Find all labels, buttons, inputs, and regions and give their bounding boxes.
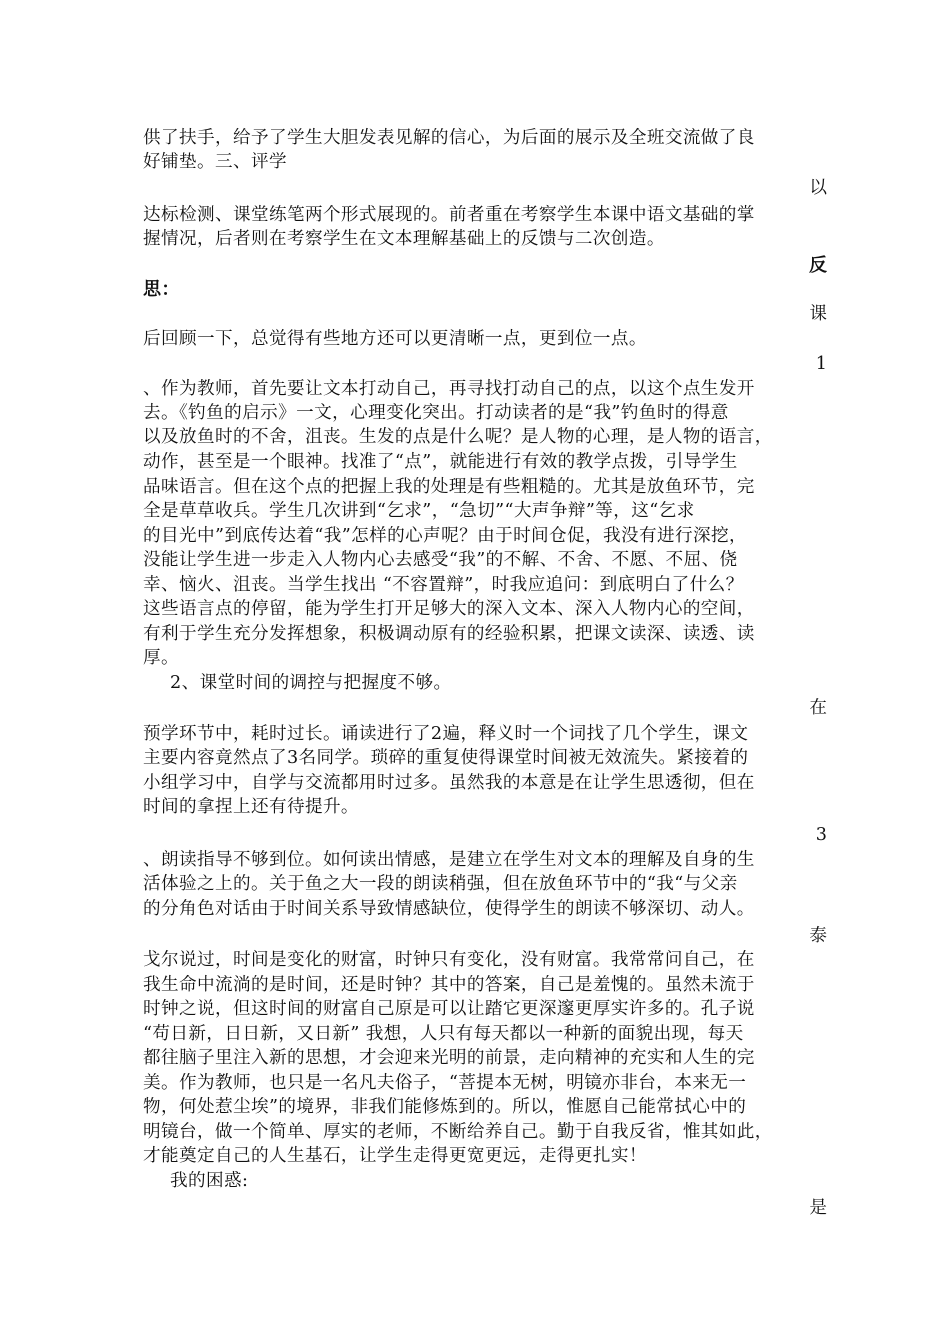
- paragraph-line: 、朗读指导不够到位。如何读出情感，是建立在学生对文本的理解及自身的生: [143, 850, 755, 870]
- paragraph-line: 预学环节中，耗时过长。诵读进行了2遍，释义时一个词找了几个学生，课文: [143, 724, 749, 744]
- paragraph-line: 握情况，后者则在考察学生在文本理解基础上的反馈与二次创造。: [143, 229, 665, 249]
- paragraph-line: 这些语言点的停留，能为学生打开足够大的深入文本、深入人物内心的空间，: [143, 599, 755, 619]
- paragraph-line: 没能让学生进一步走入人物内心去感受“我”的不解、不舍、不愿、不屈、侥: [143, 550, 738, 570]
- paragraph-line: 活体验之上的。关于鱼之大一段的朗读稍强，但在放鱼环节中的“我“与父亲: [143, 874, 738, 894]
- paragraph-line: 才能奠定自己的人生基石，让学生走得更宽更远，走得更扎实！: [143, 1146, 647, 1166]
- margin-character: 泰: [809, 926, 827, 946]
- margin-character: 以: [809, 178, 827, 198]
- paragraph-line: 时钟之说，但这时间的财富自己原是可以让踏它更深邃更厚实许多的。孔子说: [143, 999, 755, 1019]
- margin-heading-character: 反: [809, 255, 827, 276]
- paragraph-line: 后回顾一下，总觉得有些地方还可以更清晰一点，更到位一点。: [143, 329, 647, 349]
- paragraph-line: 我生命中流淌的是时间，还是时钟？其中的答案，自己是羞愧的。虽然未流于: [143, 975, 755, 995]
- paragraph-line: 2、课堂时间的调控与把握度不够。: [170, 673, 452, 693]
- paragraph-line: 有利于学生充分发挥想象，积极调动原有的经验积累，把课文读深、读透、读: [143, 624, 755, 644]
- paragraph-line: 品味语言。但在这个点的把握上我的处理是有些粗糙的。尤其是放鱼环节，完: [143, 477, 755, 497]
- paragraph-line: 的分角色对话由于时间关系导致情感缺位，使得学生的朗读不够深切、动人。: [143, 899, 755, 919]
- paragraph-line: 美。作为教师，也只是一名凡夫俗子，“菩提本无树，明镜亦非台，本来无一: [143, 1073, 747, 1093]
- paragraph-line: 的目光中”到底传达着“我”怎样的心声呢？由于时间仓促，我没有进行深挖，: [143, 526, 747, 546]
- paragraph-line: 时间的拿捏上还有待提升。: [143, 797, 359, 817]
- section-heading: 思：: [143, 279, 180, 300]
- paragraph-line: 物，何处惹尘埃”的境界，非我们能修炼到的。所以，惟愿自己能常拭心中的: [143, 1097, 747, 1117]
- paragraph-line: 以及放鱼时的不舍，沮丧。生发的点是什么呢？是人物的心理，是人物的语言，: [143, 427, 773, 447]
- paragraph-line: 厚。: [143, 648, 179, 668]
- margin-character: 课: [809, 304, 827, 324]
- paragraph-line: “苟日新，日日新，又日新” 我想，人只有每天都以一种新的面貌出现，每天: [143, 1024, 744, 1044]
- paragraph-line: 主要内容竟然点了3名同学。琐碎的重复使得课堂时间被无效流失。紧接着的: [143, 748, 749, 768]
- margin-character: 是: [809, 1198, 827, 1218]
- paragraph-line: 、作为教师，首先要让文本打动自己，再寻找打动自己的点，以这个点生发开: [143, 379, 755, 399]
- paragraph-line: 都往脑子里注入新的思想，才会迎来光明的前景，走向精神的充实和人生的完: [143, 1048, 755, 1068]
- margin-character: 在: [809, 698, 827, 718]
- paragraph-line: 供了扶手，给予了学生大胆发表见解的信心，为后面的展示及全班交流做了良: [143, 128, 755, 148]
- paragraph-line: 去。《钓鱼的启示》一文，心理变化突出。打动读者的是“我”钓鱼时的得意: [143, 403, 729, 423]
- paragraph-line: 戈尔说过，时间是变化的财富，时钟只有变化，没有财富。我常常问自己，在: [143, 950, 755, 970]
- paragraph-line: 达标检测、课堂练笔两个形式展现的。前者重在考察学生本课中语文基础的掌: [143, 205, 755, 225]
- margin-number: 1: [815, 354, 827, 374]
- paragraph-line: 小组学习中，自学与交流都用时过多。虽然我的本意是在让学生思透彻，但在: [143, 773, 755, 793]
- paragraph-line: 我的困惑:: [170, 1171, 249, 1191]
- paragraph-line: 明镜台，做一个简单、厚实的老师，不断给养自己。勤于自我反省，惟其如此，: [143, 1122, 773, 1142]
- paragraph-line: 好铺垫。三、评学: [143, 152, 287, 172]
- margin-number: 3: [815, 825, 827, 845]
- paragraph-line: 幸、恼火、沮丧。当学生找出 “不容置辩”，时我应追问：到底明白了什么？: [143, 575, 744, 595]
- paragraph-line: 动作，甚至是一个眼神。找准了“点”，就能进行有效的教学点拨，引导学生: [143, 452, 738, 472]
- paragraph-line: 全是草草收兵。学生几次讲到“乞求”，“急切”“大声争辩”等，这“乞求: [143, 501, 695, 521]
